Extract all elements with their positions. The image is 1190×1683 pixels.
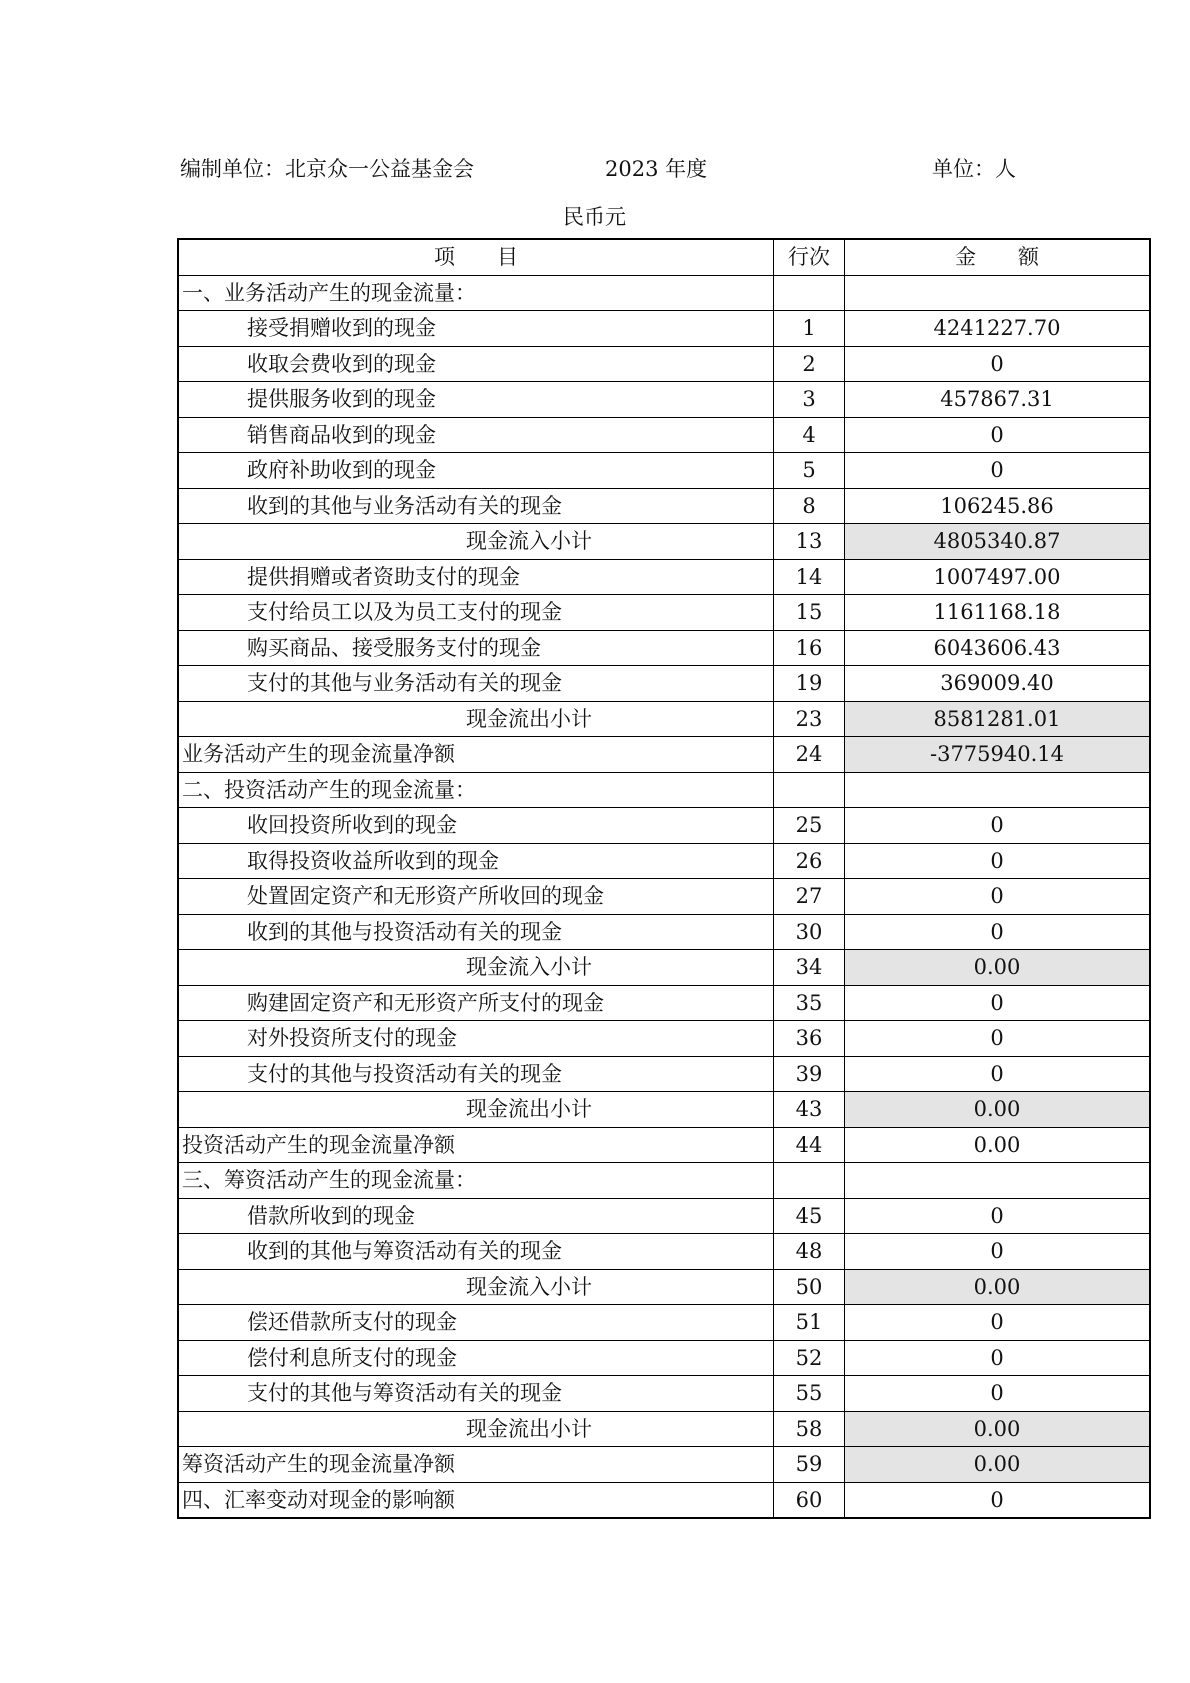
report-header <box>180 152 1020 186</box>
table-row <box>178 524 1150 560</box>
table-row <box>178 1092 1150 1128</box>
row-amount: 0 <box>845 1340 1151 1376</box>
row-amount: 8581281.01 <box>845 701 1151 737</box>
row-line-number <box>774 1163 845 1199</box>
row-item-label: 政府补助收到的现金 <box>178 453 774 489</box>
col-header-line: 行次 <box>774 239 845 275</box>
row-line-number: 23 <box>774 701 845 737</box>
row-item-label: 提供服务收到的现金 <box>178 382 774 418</box>
table-row <box>178 1056 1150 1092</box>
row-amount: 369009.40 <box>845 666 1151 702</box>
col-header-amount: 金 额 <box>845 239 1151 275</box>
row-item-label: 收到的其他与业务活动有关的现金 <box>178 488 774 524</box>
table-row <box>178 808 1150 844</box>
table-row <box>178 985 1150 1021</box>
row-item-label: 收回投资所收到的现金 <box>178 808 774 844</box>
table-row <box>178 1021 1150 1057</box>
row-item-label: 业务活动产生的现金流量净额 <box>178 737 774 773</box>
table-row <box>178 382 1150 418</box>
row-line-number: 60 <box>774 1482 845 1518</box>
row-line-number: 26 <box>774 843 845 879</box>
row-item-label: 一、业务活动产生的现金流量： <box>178 275 774 311</box>
row-amount <box>845 1163 1151 1199</box>
table-row <box>178 950 1150 986</box>
row-item-label: 处置固定资产和无形资产所收回的现金 <box>178 879 774 915</box>
row-item-label: 现金流入小计 <box>178 950 774 986</box>
table-row <box>178 914 1150 950</box>
row-amount: 0.00 <box>845 1127 1151 1163</box>
table-row <box>178 1234 1150 1270</box>
row-line-number: 1 <box>774 311 845 347</box>
row-line-number: 36 <box>774 1021 845 1057</box>
table-row <box>178 453 1150 489</box>
row-item-label: 接受捐赠收到的现金 <box>178 311 774 347</box>
table-row <box>178 666 1150 702</box>
table-row <box>178 843 1150 879</box>
row-line-number: 16 <box>774 630 845 666</box>
row-item-label: 三、筹资活动产生的现金流量： <box>178 1163 774 1199</box>
currency-unit: 单位：人 <box>932 157 1016 181</box>
row-amount: 4805340.87 <box>845 524 1151 560</box>
table-row <box>178 1447 1150 1483</box>
row-line-number: 55 <box>774 1376 845 1412</box>
row-line-number: 14 <box>774 559 845 595</box>
row-line-number: 30 <box>774 914 845 950</box>
table-header-row <box>178 239 1150 275</box>
row-item-label: 收到的其他与筹资活动有关的现金 <box>178 1234 774 1270</box>
row-line-number: 34 <box>774 950 845 986</box>
row-item-label: 二、投资活动产生的现金流量： <box>178 772 774 808</box>
row-amount <box>845 275 1151 311</box>
row-line-number: 3 <box>774 382 845 418</box>
row-line-number: 15 <box>774 595 845 631</box>
row-item-label: 支付的其他与投资活动有关的现金 <box>178 1056 774 1092</box>
cash-flow-table <box>177 238 1151 1519</box>
table-row <box>178 1376 1150 1412</box>
table-row <box>178 772 1150 808</box>
row-line-number <box>774 772 845 808</box>
table-row <box>178 630 1150 666</box>
row-line-number: 43 <box>774 1092 845 1128</box>
row-item-label: 收到的其他与投资活动有关的现金 <box>178 914 774 950</box>
row-amount: 0 <box>845 1234 1151 1270</box>
row-amount: 0 <box>845 843 1151 879</box>
row-amount: 0 <box>845 1305 1151 1341</box>
row-amount: 1007497.00 <box>845 559 1151 595</box>
row-item-label: 收取会费收到的现金 <box>178 346 774 382</box>
row-item-label: 借款所收到的现金 <box>178 1198 774 1234</box>
table-row <box>178 1411 1150 1447</box>
row-item-label: 支付的其他与筹资活动有关的现金 <box>178 1376 774 1412</box>
row-amount: 0.00 <box>845 1447 1151 1483</box>
row-line-number: 5 <box>774 453 845 489</box>
row-line-number: 39 <box>774 1056 845 1092</box>
row-line-number: 4 <box>774 417 845 453</box>
row-line-number <box>774 275 845 311</box>
row-line-number: 35 <box>774 985 845 1021</box>
row-line-number: 51 <box>774 1305 845 1341</box>
table-row <box>178 1305 1150 1341</box>
row-item-label: 购买商品、接受服务支付的现金 <box>178 630 774 666</box>
row-amount: 106245.86 <box>845 488 1151 524</box>
table-row <box>178 1127 1150 1163</box>
row-item-label: 购建固定资产和无形资产所支付的现金 <box>178 985 774 1021</box>
row-item-label: 筹资活动产生的现金流量净额 <box>178 1447 774 1483</box>
row-amount: 0 <box>845 914 1151 950</box>
table-row <box>178 417 1150 453</box>
row-line-number: 13 <box>774 524 845 560</box>
row-amount: 0 <box>845 346 1151 382</box>
row-amount: 0 <box>845 1021 1151 1057</box>
row-amount: 0 <box>845 808 1151 844</box>
row-amount: 4241227.70 <box>845 311 1151 347</box>
row-line-number: 19 <box>774 666 845 702</box>
col-header-item: 项 目 <box>178 239 774 275</box>
table-row <box>178 595 1150 631</box>
row-item-label: 取得投资收益所收到的现金 <box>178 843 774 879</box>
table-row <box>178 701 1150 737</box>
row-line-number: 2 <box>774 346 845 382</box>
row-line-number: 44 <box>774 1127 845 1163</box>
table-row <box>178 1269 1150 1305</box>
row-amount: 0 <box>845 1056 1151 1092</box>
row-line-number: 45 <box>774 1198 845 1234</box>
row-amount: 0.00 <box>845 1411 1151 1447</box>
row-item-label: 支付给员工以及为员工支付的现金 <box>178 595 774 631</box>
table-row <box>178 879 1150 915</box>
row-line-number: 25 <box>774 808 845 844</box>
row-item-label: 偿还借款所支付的现金 <box>178 1305 774 1341</box>
row-line-number: 27 <box>774 879 845 915</box>
row-amount: -3775940.14 <box>845 737 1151 773</box>
currency-unit-continued: 民币元 <box>563 205 626 229</box>
row-amount: 0 <box>845 1198 1151 1234</box>
row-line-number: 58 <box>774 1411 845 1447</box>
row-amount: 0 <box>845 453 1151 489</box>
row-item-label: 支付的其他与业务活动有关的现金 <box>178 666 774 702</box>
table-row <box>178 1198 1150 1234</box>
preparer-org: 编制单位：北京众一公益基金会 <box>180 157 474 181</box>
row-item-label: 现金流出小计 <box>178 701 774 737</box>
table-row <box>178 1163 1150 1199</box>
table-row <box>178 1340 1150 1376</box>
table-row <box>178 559 1150 595</box>
row-item-label: 偿付利息所支付的现金 <box>178 1340 774 1376</box>
table-row <box>178 488 1150 524</box>
row-amount: 0 <box>845 879 1151 915</box>
row-amount: 0.00 <box>845 950 1151 986</box>
row-line-number: 48 <box>774 1234 845 1270</box>
row-amount: 457867.31 <box>845 382 1151 418</box>
row-item-label: 现金流出小计 <box>178 1411 774 1447</box>
row-line-number: 24 <box>774 737 845 773</box>
row-amount: 0 <box>845 985 1151 1021</box>
row-line-number: 8 <box>774 488 845 524</box>
row-amount: 0 <box>845 1376 1151 1412</box>
report-year: 2023 年度 <box>605 157 708 181</box>
table-row <box>178 311 1150 347</box>
row-amount: 0.00 <box>845 1269 1151 1305</box>
row-amount: 6043606.43 <box>845 630 1151 666</box>
table-row <box>178 737 1150 773</box>
row-amount: 1161168.18 <box>845 595 1151 631</box>
table-row <box>178 275 1150 311</box>
row-amount: 0.00 <box>845 1092 1151 1128</box>
row-amount: 0 <box>845 1482 1151 1518</box>
row-amount <box>845 772 1151 808</box>
row-item-label: 现金流入小计 <box>178 1269 774 1305</box>
row-item-label: 现金流入小计 <box>178 524 774 560</box>
row-line-number: 59 <box>774 1447 845 1483</box>
row-line-number: 50 <box>774 1269 845 1305</box>
row-item-label: 对外投资所支付的现金 <box>178 1021 774 1057</box>
row-item-label: 现金流出小计 <box>178 1092 774 1128</box>
row-item-label: 四、汇率变动对现金的影响额 <box>178 1482 774 1518</box>
row-line-number: 52 <box>774 1340 845 1376</box>
row-amount: 0 <box>845 417 1151 453</box>
row-item-label: 投资活动产生的现金流量净额 <box>178 1127 774 1163</box>
table-row <box>178 346 1150 382</box>
table-row <box>178 1482 1150 1518</box>
row-item-label: 提供捐赠或者资助支付的现金 <box>178 559 774 595</box>
row-item-label: 销售商品收到的现金 <box>178 417 774 453</box>
